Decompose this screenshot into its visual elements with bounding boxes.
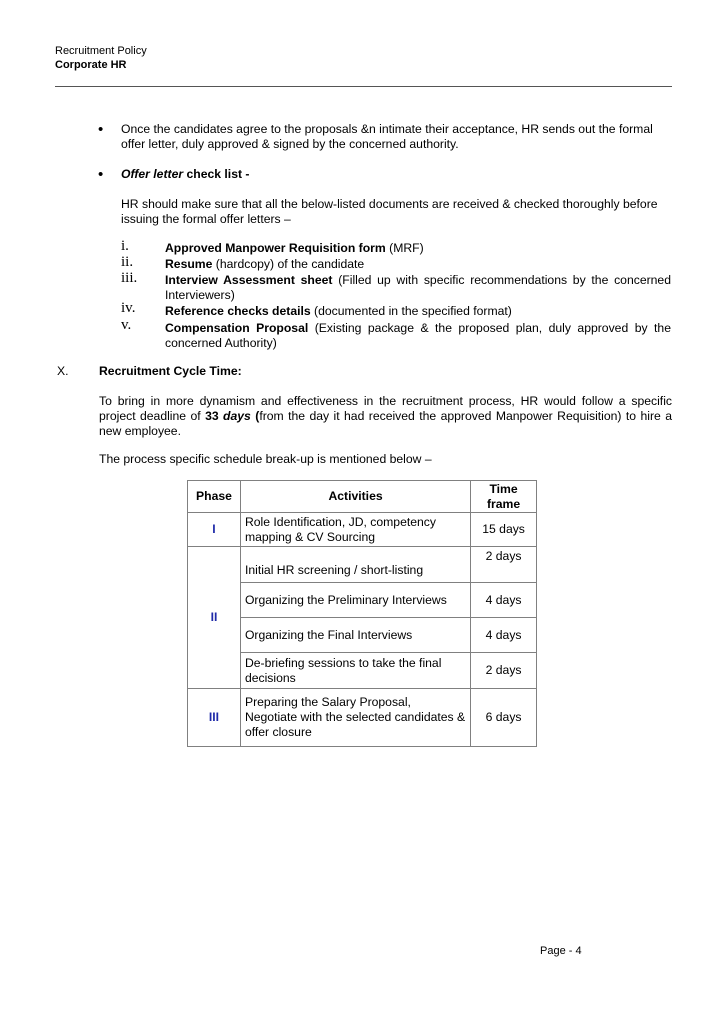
bullet-1-text (121, 122, 672, 152)
bullet-1-line2: offer letter, duly approved & signed by the concerned authority. (121, 137, 459, 151)
checklist-item (165, 321, 671, 351)
activity-cell: Initial HR screening / short-listing (240, 547, 470, 583)
checklist-num: v. (121, 317, 132, 333)
checklist-item-bold: Reference checks details (165, 304, 311, 318)
checklist-item-bold: Resume (165, 257, 213, 271)
header-department: Corporate HR (55, 59, 127, 71)
header-time-frame (471, 481, 537, 513)
checklist-item (165, 273, 671, 303)
cycle-para-line2 (99, 409, 672, 424)
checklist-num: iv. (121, 300, 136, 316)
checklist-num: i. (121, 238, 129, 254)
header-divider (55, 86, 672, 87)
table-row (188, 689, 537, 747)
checklist-item-rest: (MRF) (385, 241, 424, 255)
table-header-row (188, 481, 537, 513)
checklist-item-line2: concerned Authority) (165, 336, 277, 350)
offer-letter-paragraph (121, 197, 672, 227)
section-number: X. (57, 364, 69, 378)
table-row (188, 618, 537, 653)
page-number: Page - 4 (540, 945, 582, 957)
offer-letter-bold: check list - (183, 167, 250, 181)
checklist-item-line1 (165, 321, 671, 336)
time-cell: 6 days (471, 689, 537, 747)
phase-cell: III (188, 689, 241, 747)
header-time-line2: frame (486, 496, 521, 511)
checklist-item-rest: (documented in the specified format) (310, 304, 512, 318)
header-title: Recruitment Policy (55, 45, 147, 57)
time-cell: 15 days (471, 513, 537, 547)
activity-cell: Role Identification, JD, competency mapping & CV Sourcing (240, 513, 470, 547)
checklist-item (165, 304, 671, 319)
cycle-para-line1: To bring in more dynamism and effectiveness in the recruitment process, HR would follow a specific (99, 394, 672, 408)
cycle-para-text: from the day it had received the approved Manpower Requisition) to hire a (259, 409, 672, 423)
cycle-para-line3: new employee. (99, 424, 181, 438)
cycle-days-number: 33 (205, 409, 219, 423)
offer-letter-heading (121, 167, 249, 182)
cycle-para-text: project deadline of (99, 409, 206, 423)
time-cell: 4 days (471, 618, 537, 653)
header-time-line1: Time (489, 481, 518, 496)
header-phase: Phase (188, 481, 241, 513)
cycle-time-paragraph (99, 394, 672, 439)
checklist-item-line2: Interviewers) (165, 288, 235, 302)
table-row (188, 547, 537, 583)
checklist-item-rest: (Filled up with specific recommendations by the concerned (332, 273, 671, 287)
table-row (188, 653, 537, 689)
time-cell: 2 days (471, 547, 537, 583)
header-activities: Activities (240, 481, 470, 513)
activity-cell: Organizing the Final Interviews (240, 618, 470, 653)
time-cell: 2 days (471, 653, 537, 689)
table-row (188, 583, 537, 618)
checklist-item-bold: Interview Assessment sheet (165, 273, 333, 287)
bullet-icon: • (98, 166, 104, 183)
checklist-item-rest: (hardcopy) of the candidate (212, 257, 365, 271)
schedule-intro: The process specific schedule break-up is mentioned below – (99, 452, 432, 466)
phase-cell: I (188, 513, 241, 547)
checklist-item-line1 (165, 273, 671, 288)
activity-cell: Organizing the Preliminary Interviews (240, 583, 470, 618)
cycle-para-paren: ( (250, 409, 260, 423)
time-cell: 4 days (471, 583, 537, 618)
phase-cell: II (188, 547, 241, 689)
schedule-table (187, 480, 537, 747)
section-title: Recruitment Cycle Time: (99, 364, 242, 378)
activity-cell: De-briefing sessions to take the final decisions (240, 653, 470, 689)
checklist-item-bold: Compensation Proposal (165, 321, 309, 335)
offer-letter-para-line2: issuing the formal offer letters – (121, 212, 291, 226)
cycle-days-word: days (223, 409, 251, 423)
activity-cell: Preparing the Salary Proposal, Negotiate with the selected candidates & offer closure (240, 689, 470, 747)
bullet-1-line1: Once the candidates agree to the proposals &n intimate their acceptance, HR sends out the formal (121, 122, 653, 136)
checklist-item (165, 241, 671, 256)
checklist-item-bold: Approved Manpower Requisition form (165, 241, 386, 255)
offer-letter-italic: Offer letter (121, 167, 184, 181)
checklist-item-rest: (Existing package & the proposed plan, duly approved by the (308, 321, 671, 335)
offer-letter-para-line1: HR should make sure that all the below-listed documents are received & checked thoroughly before (121, 197, 658, 211)
bullet-icon: • (98, 121, 104, 138)
checklist-num: ii. (121, 254, 134, 270)
checklist-num: iii. (121, 270, 138, 286)
checklist-item (165, 257, 671, 272)
table-row (188, 513, 537, 547)
